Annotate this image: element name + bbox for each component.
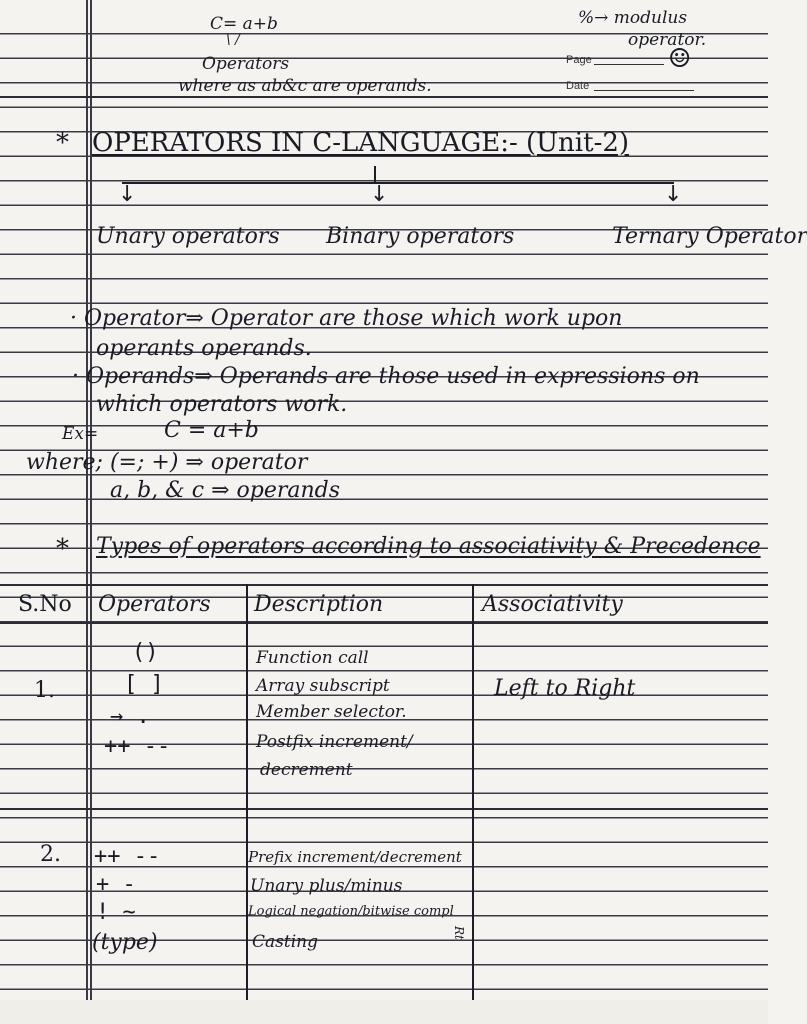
section2-title: Types of operators according to associativity & Precedence xyxy=(96,534,761,559)
section-star: * xyxy=(56,128,69,158)
row1-sno: 1. xyxy=(34,678,55,703)
example-formula: C = a+b xyxy=(164,418,259,443)
branch-ternary: Ternary Operator xyxy=(612,224,807,249)
operator-definition-line1: · Operator⇒ Operator are those which work upon xyxy=(70,306,623,331)
header-whereas-note: where as ab&c are operands. xyxy=(178,76,432,96)
page-label: Page xyxy=(566,54,592,66)
operand-definition-line1: · Operands⇒ Operands are those used in expressions on xyxy=(72,364,700,389)
table-row-divider xyxy=(0,808,768,810)
row1-operator: ++ -- xyxy=(104,734,171,759)
table-top-rule xyxy=(0,584,768,586)
row2-description: Prefix increment/decrement xyxy=(248,848,462,866)
modulus-note-2: operator. xyxy=(628,30,707,50)
arrow-down-icon: ↓ xyxy=(118,182,137,207)
row1-description: decrement xyxy=(260,760,353,780)
date-label: Date xyxy=(566,80,590,92)
row2-operator: ++ -- xyxy=(94,844,161,869)
row1-description: Member selector. xyxy=(256,702,407,722)
section2-star: * xyxy=(56,534,69,564)
row2-operator: (type) xyxy=(92,930,158,955)
operand-definition-line2: which operators work. xyxy=(96,392,348,417)
table-header-operators: Operators xyxy=(98,592,211,617)
row1-description: Postfix increment/ xyxy=(256,732,413,752)
row2-description: Logical negation/bitwise compl xyxy=(248,904,454,919)
row2-sno: 2. xyxy=(40,842,61,867)
example-label: Ex= xyxy=(62,424,99,444)
branch-unary: Unary operators xyxy=(96,224,280,249)
section-title: OPERATORS IN C-LANGUAGE:- (Unit-2) xyxy=(92,128,630,158)
arrow-down-icon: ↓ xyxy=(664,182,683,207)
margin-line xyxy=(86,0,88,1024)
row1-description: Array subscript xyxy=(256,676,390,696)
header-operators-label: Operators xyxy=(202,54,290,74)
example-where-line: where; (=; +) ⇒ operator xyxy=(26,450,308,475)
page-bottom-edge xyxy=(0,1000,768,1024)
modulus-note-1: %→ modulus xyxy=(578,8,688,28)
row2-description: Unary plus/minus xyxy=(250,876,403,896)
row1-operator: → . xyxy=(110,704,150,729)
row2-description: Casting xyxy=(252,932,318,952)
table-header-description: Description xyxy=(254,592,384,617)
table-column-line xyxy=(246,584,248,1004)
row1-operator: [ ] xyxy=(124,672,164,697)
row2-operator: + - xyxy=(96,872,136,897)
page-field-line xyxy=(594,64,664,65)
arrow-down-icon: ↓ xyxy=(370,182,389,207)
tree-branch-line xyxy=(122,182,674,184)
formula-pointer-icon: \ / xyxy=(226,32,240,48)
table-header-rule xyxy=(0,622,768,624)
row2-operator: ! ~ xyxy=(96,900,136,925)
operator-definition-line2: operants operands. xyxy=(96,336,312,361)
table-column-line xyxy=(472,584,474,1004)
smiley-icon: ☺ xyxy=(668,44,692,74)
date-field-line xyxy=(594,90,694,91)
header-rule xyxy=(0,96,768,98)
table-header-sno: S.No xyxy=(18,592,72,617)
header-formula: C= a+b xyxy=(210,14,278,34)
branch-binary: Binary operators xyxy=(326,224,515,249)
row1-operator: () xyxy=(132,640,159,665)
row1-associativity: Left to Right xyxy=(494,676,636,701)
example-operands-line: a, b, & c ⇒ operands xyxy=(110,478,341,503)
row2-associativity: Rt xyxy=(452,926,466,940)
row1-description: Function call xyxy=(256,648,369,668)
table-header-associativity: Associativity xyxy=(482,592,623,617)
